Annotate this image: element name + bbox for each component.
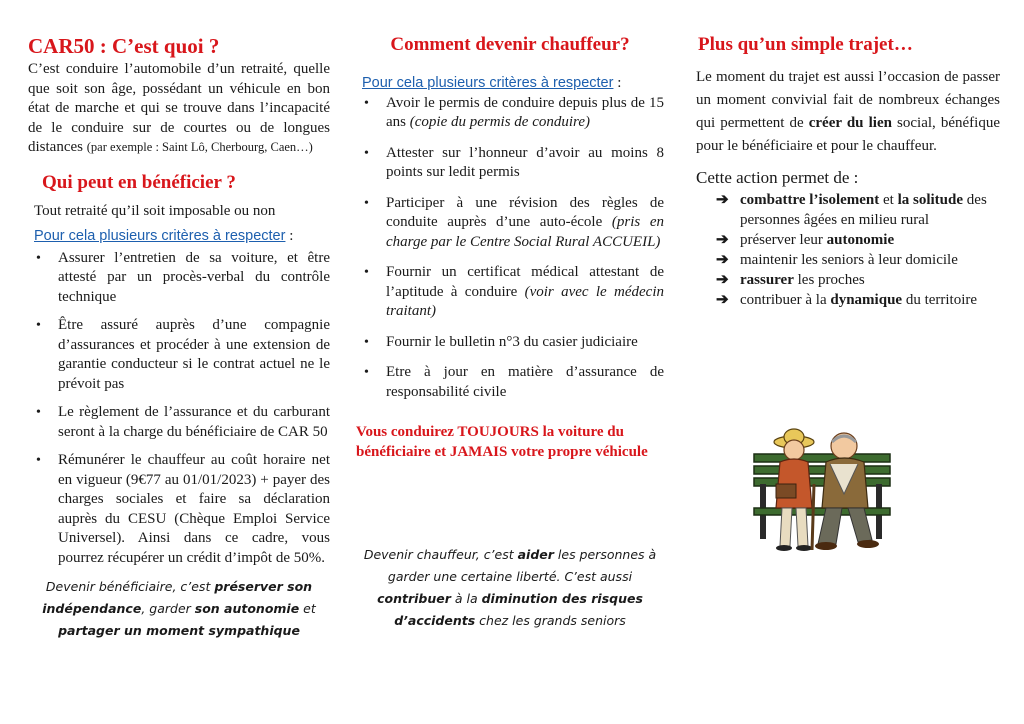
column-trip xyxy=(696,0,1000,310)
bullet-icon: • xyxy=(36,250,41,266)
bullet-icon: • xyxy=(36,405,41,420)
action-intro: Cette action permet de : xyxy=(696,168,859,187)
arrow-right-icon: ➔ xyxy=(716,292,729,308)
list-item: ➔ rassurer les proches xyxy=(716,272,865,288)
driver-criteria-list xyxy=(356,94,664,403)
beneficiary-criteria-list xyxy=(28,249,330,569)
list-item: ➔ préserver leur autonomie xyxy=(716,232,895,248)
trip-paragraph: Le moment du trajet est aussi l’occasion de passer un moment convivial fait de nombreux échanges qui permettent de créer du lien social, bénéfique pour le bénéficiaire et pour le chauffeur. xyxy=(696,69,1001,154)
eligibility-text: Tout retraité qu’il soit imposable ou non xyxy=(34,202,276,219)
title-become-driver: Comment devenir chauffeur? xyxy=(390,34,630,55)
bullet-icon: • xyxy=(364,145,369,161)
list-item: ➔ contribuer à la dynamique du territoire xyxy=(716,292,978,308)
column-car50 xyxy=(28,0,330,655)
title-more-than-trip: Plus qu’un simple trajet… xyxy=(698,34,913,55)
list-item: • Être assuré auprès d’une compagnie d’assurances et procéder à une extension de garantie conducteur si le contrat actuel ne le prévoit pas xyxy=(36,317,330,392)
column-driver xyxy=(356,0,664,645)
list-item: • Le règlement de l’assurance et du carburant seront à la charge du bénéficiaire de CAR 50 xyxy=(36,404,330,440)
action-list xyxy=(696,190,1000,310)
title-car50: CAR50 : C’est quoi ? xyxy=(28,34,220,58)
arrow-right-icon: ➔ xyxy=(716,232,729,248)
warning-text: Vous conduirez TOUJOURS la voiture du bénéficiaire et JAMAIS votre propre véhicule xyxy=(356,424,648,460)
list-item: • Attester sur l’honneur d’avoir au moins 8 points sur ledit permis xyxy=(364,144,664,180)
bullet-icon: • xyxy=(36,453,41,468)
bullet-icon: • xyxy=(364,334,369,350)
criteria-heading: Pour cela plusieurs critères à respecter : xyxy=(34,228,294,244)
list-item: • Assurer l’entretien de sa voiture, et être attesté par un procès-verbal du contrôle technique xyxy=(36,249,330,305)
list-item: • Fournir le bulletin n°3 du casier judiciaire xyxy=(356,333,664,353)
list-item: ➔ maintenir les seniors à leur domicile xyxy=(716,252,958,268)
arrow-right-icon: ➔ xyxy=(716,272,729,288)
bullet-icon: • xyxy=(364,365,369,380)
intro-paragraph: C’est conduire l’automobile d’un retraité, quelle que soit son âge, possédant un véhicule en bon état de marche et qui se trouve dans l’incapacité de le conduire sur de courtes ou de longues distances (par exemple : Saint Lô, Cherbourg, Caen…) xyxy=(28,61,330,155)
driver-note: Devenir chauffeur, c’est aider les personnes à garder une certaine liberté. C’est aussi contribuer à la diminution des risques d’accidents chez les grands seniors xyxy=(363,547,657,628)
criteria-heading: Pour cela plusieurs critères à respecter : xyxy=(362,75,622,91)
list-item: • Fournir un certificat médical attestant de l’aptitude à conduire (voir avec le médecin traitant) xyxy=(364,264,664,319)
list-item: ➔ combattre l’isolement et la solitude des personnes âgées en milieu rural xyxy=(716,192,987,228)
list-item: • Rémunérer le chauffeur au coût horaire net en vigueur (9€77 au 01/01/2023) + payer des charges sociales et faire sa déclaration auprès du CESU (Chèque Emploi Service Universel). Ainsi dans ce cadre, vous pourrez récupérer un crédit d’impôt de 50%. xyxy=(36,452,330,566)
bullet-icon: • xyxy=(36,318,41,333)
list-item: • Participer à une révision des règles de conduite auprès d’une auto-école (pris en charge par le Centre Social Rural ACCUEIL) xyxy=(364,194,664,250)
criteria-link[interactable]: Pour cela plusieurs critères à respecter xyxy=(34,228,286,244)
criteria-link[interactable]: Pour cela plusieurs critères à respecter xyxy=(362,75,614,91)
elderly-couple-bench-illustration xyxy=(752,424,892,564)
bullet-icon: • xyxy=(364,195,369,211)
title-beneficiaries: Qui peut en bénéficier ? xyxy=(42,171,236,193)
beneficiary-note: Devenir bénéficiaire, c’est préserver son indépendance, garder son autonomie et partager un moment sympathique xyxy=(42,579,316,638)
bullet-icon: • xyxy=(364,95,369,111)
bullet-icon: • xyxy=(364,265,369,280)
arrow-right-icon: ➔ xyxy=(716,192,729,208)
arrow-right-icon: ➔ xyxy=(716,252,729,268)
list-item: • Avoir le permis de conduire depuis plus de 15 ans (copie du permis de conduire) xyxy=(364,94,664,130)
list-item: • Etre à jour en matière d’assurance de responsabilité civile xyxy=(364,364,664,400)
